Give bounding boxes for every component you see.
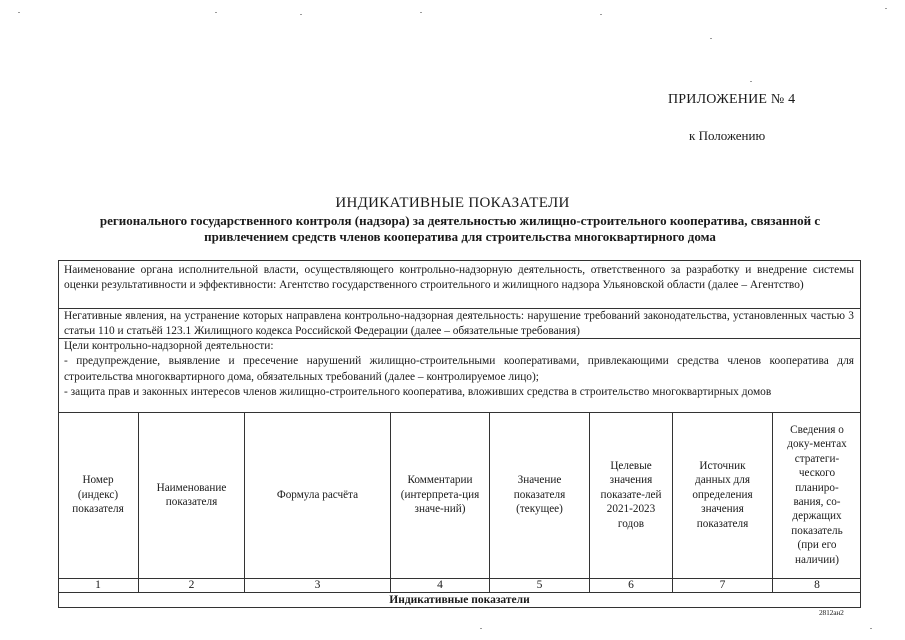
column-header: Формула расчёта bbox=[276, 488, 359, 501]
scan-speck bbox=[870, 628, 872, 629]
goal-item: - предупреждение, выявление и пресечение нарушений жилищно-строительными кооперативами, привлекающими средства членов кооператива для строительства многоквартирного дома, обязательных требований (далее – контролируемое лицо); bbox=[64, 355, 854, 383]
column-number: 2 bbox=[188, 579, 195, 591]
scan-speck bbox=[885, 8, 887, 9]
goals-heading: Цели контрольно-надзорной деятельности: bbox=[64, 340, 274, 352]
authority-row: Наименование органа исполнительной власти, осуществляющего контрольно-надзорную деятельность, ответственного за разработку и внедрение системы оценки результативности и эффективности: Агентство государственного строительного и жилищного надзора Ульяновской области (далее – Агентство) bbox=[64, 264, 854, 292]
column-number: 3 bbox=[314, 579, 321, 591]
scan-speck bbox=[750, 81, 752, 82]
column-number: 8 bbox=[814, 579, 820, 591]
scan-speck bbox=[215, 12, 217, 13]
column-header: Источник данных для определения значения показателя bbox=[692, 459, 753, 530]
appendix-label: ПРИЛОЖЕНИЕ № 4 bbox=[668, 92, 796, 107]
column-header: Сведения о доку-ментах стратеги-ческого планиро-вания, со-держащих показатель (при его наличии) bbox=[787, 423, 847, 566]
column-header: Наименование показателя bbox=[156, 481, 227, 508]
scan-speck bbox=[600, 14, 602, 15]
appendix-subtitle: к Положению bbox=[689, 128, 766, 143]
negative-phenomena-row: Негативные явления, на устранение которых направлена контрольно-надзорная деятельность: нарушение требований законодательства, установленных частью 3 статьи 110 и статьёй 123.1 Жилищного кодекса Российской Федерации (далее – обязательные требования) bbox=[64, 310, 854, 338]
column-header: Комментарии (интерпрета-ция значе-ний) bbox=[400, 474, 480, 516]
column-number: 4 bbox=[437, 579, 443, 591]
column-header: Значение показателя (текущее) bbox=[513, 474, 566, 516]
scan-speck bbox=[300, 14, 302, 15]
column-number: 7 bbox=[719, 579, 726, 591]
scan-speck bbox=[18, 12, 20, 13]
column-number: 1 bbox=[95, 579, 101, 591]
column-number: 5 bbox=[536, 579, 543, 591]
goal-item: - защита прав и законных интересов членов жилищно-строительного кооператива, вложивших средства в строительство многоквартирных домов bbox=[64, 386, 772, 399]
goals-row bbox=[64, 339, 854, 401]
document-title: ИНДИКАТИВНЫЕ ПОКАЗАТЕЛИ bbox=[335, 195, 570, 211]
scan-speck bbox=[710, 38, 712, 39]
scan-speck bbox=[480, 628, 482, 629]
column-number: 6 bbox=[628, 579, 634, 591]
footer-code: 2812ан2 bbox=[819, 608, 844, 617]
column-header: Номер (индекс) показателя bbox=[72, 474, 124, 516]
column-header: Целевые значения показате-лей 2021-2023 годов bbox=[600, 459, 662, 530]
scan-speck bbox=[420, 12, 422, 13]
section-label: Индикативные показатели bbox=[389, 594, 530, 606]
document-subtitle: регионального государственного контроля (надзора) за деятельностью жилищно-строительного кооператива, связанной с привлечением средств членов кооператива для строительства многоквартирного дома bbox=[99, 213, 821, 244]
